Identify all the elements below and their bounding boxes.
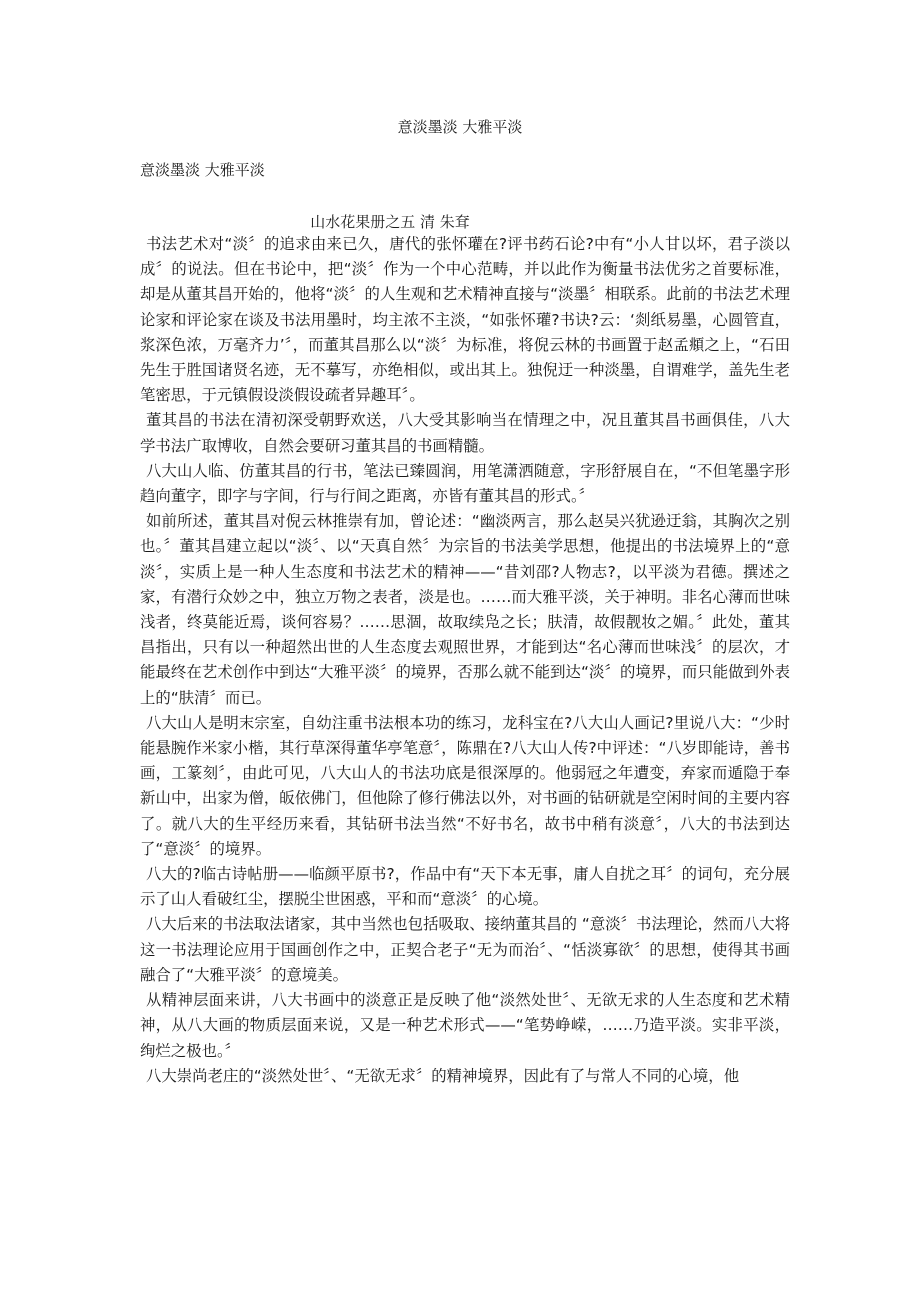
paragraph: 如前所述，董其昌对倪云林推崇有加，曾论述：“幽淡两言，那么赵吴兴犹逊迂翁，其胸次之别也。〞董其昌建立起以“淡〞、以“天真自然〞为宗旨的书法美学思想，他提出的书法境界上的“意淡〞，实质上是一种人生态度和书法艺术的精神——“昔刘邵?人物志?，以平淡为君德。撰述之家，有潜行众妙之中，独立万物之表者，淡是也。……而大雅平淡，关于神明。非名心薄而世味浅者，终莫能近焉，谈何容易？……思涸，故取续凫之长；肤清，故假靓妆之媚。〞此处，董其昌指出，只有以一种超然出世的人生态度去观照世界，才能到达“名心薄而世味浅〞的层次，才能最终在艺术创作中到达“大雅平淡〞的境界，否那么就不能到达“淡〞的境界，而只能做到外表上的“肤清〞而已。 (140, 512, 790, 707)
paragraph: 书法艺术对“淡〞的追求由来已久，唐代的张怀瓘在?评书药石论?中有“小人甘以坏，君子淡以成〞的说法。但在书论中，把“淡〞作为一个中心范畴，并以此作为衡量书法优劣之首要标准，却是从董其昌开始的，他将“淡〞的人生观和艺术精神直接与“淡墨〞相联系。此前的书法艺术理论家和评论家在谈及书法用墨时，均主浓不主淡，“如张怀瓘?书诀?云：‘剡纸易墨，心圆管直，浆深色浓，万毫齐力’〞，而董其昌那么以“淡〞为标准，将倪云林的书画置于赵孟頫之上，“石田先生于胜国诸贤名迹，无不摹写，亦绝相似，或出其上。独倪迂一种淡墨，自谓难学，盖先生老笔密思，于元镇假设淡假设疏者异趣耳〞。 (140, 235, 790, 405)
document-subtitle: 意淡墨淡 大雅平淡 (140, 161, 265, 179)
paragraph: 八大山人临、仿董其昌的行书，笔法已臻圆润，用笔潇洒随意，字形舒展自在，“不但笔墨字形趋向董字，即字与字间，行与行间之距离，亦皆有董其昌的形式。〞 (140, 461, 790, 506)
article-body (140, 232, 790, 1089)
paragraph: 董其昌的书法在清初深受朝野欢送，八大受其影响当在情理之中，况且董其昌书画俱佳，八大学书法广取博收，自然会要研习董其昌的书画精髓。 (140, 411, 790, 455)
paragraph: 八大山人是明末宗室，自幼注重书法根本功的练习，龙科宝在?八大山人画记?里说八大：“少时能悬腕作米家小楷，其行草深得董华亭笔意〞，陈鼎在?八大山人传?中评述：“八岁即能诗，善书画，工篆刻〞，由此可见，八大山人的书法功底是很深厚的。他弱冠之年遭变，弃家而遁隐于奉新山中，出家为僧，皈依佛门，但他除了修行佛法以外，对书画的钻研就是空闲时间的主要内容了。就八大的生平经历来看，其钻研书法当然“不好书名，故书中稍有淡意〞，八大的书法到达了“意淡〞的境界。 (140, 713, 790, 858)
paragraph: 八大的?临古诗帖册——临颜平原书?，作品中有“天下本无事，庸人自扰之耳〞的词句，充分展示了山人看破红尘，摆脱尘世困惑，平和而“意淡〞的心境。 (140, 865, 790, 909)
paragraph: 八大崇尚老庄的“淡然处世〞、“无欲无求〞的精神境界，因此有了与常人不同的心境，他 (146, 1066, 740, 1085)
paragraph: 从精神层面来讲，八大书画中的淡意正是反映了他“淡然处世〞、无欲无求的人生态度和艺术精神，从八大画的物质层面来说，又是一种艺术形式——“笔势峥嵘，……乃造平淡。实非平淡，绚烂之极也。〞 (140, 991, 790, 1060)
document-title: 意淡墨淡 大雅平淡 (397, 118, 523, 136)
paragraph: 八大后来的书法取法诸家，其中当然也包括吸取、接纳董其昌的 “意淡〞书法理论，然而八大将这一书法理论应用于国画创作之中，正契合老子“无为而治〞、“恬淡寡欲〞的思想，使得其书画融合了“大雅平淡〞的意境美。 (140, 915, 790, 984)
image-caption: 山水花果册之五 清 朱耷 (310, 213, 470, 231)
